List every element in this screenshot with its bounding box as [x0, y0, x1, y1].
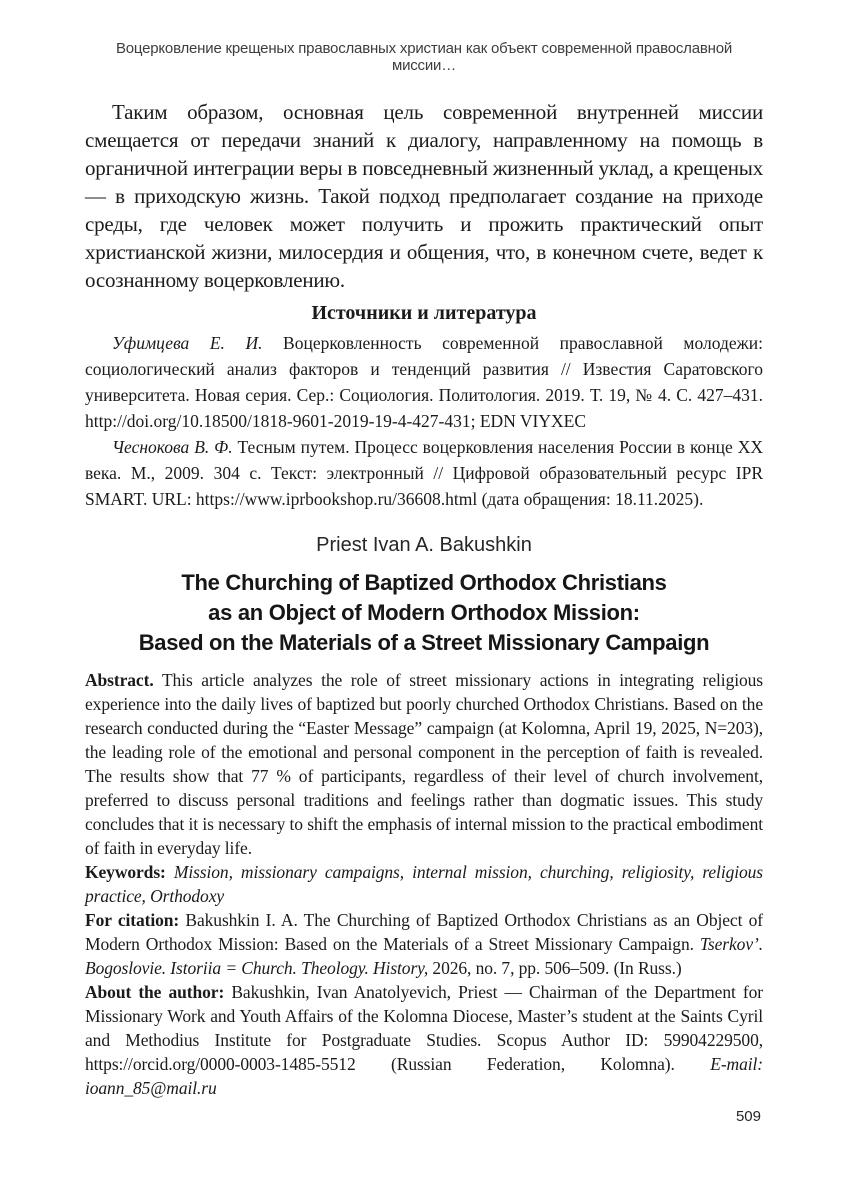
- article-title: [85, 568, 763, 658]
- sources-heading: Источники и литература: [311, 302, 537, 324]
- reference-author: Уфимцева Е. И.: [112, 333, 263, 353]
- russian-closing-paragraph: Таким образом, основная цель современной внутренней миссии смещается от передачи знаний к диалогу, направленному на помощь в органичной интеграции веры в повседневный жизненный уклад, а крещеных — в приходскую жизнь. Такой подход предполагает создание на приходе среды, где человек может получить и прожить практический опыт христианской жизни, милосердия и общения, что, в конечном счете, ведет к осознанному воцерковлению.: [85, 100, 763, 292]
- keywords-text: Mission, missionary campaigns, internal mission, churching, religiosity, religious practice, Orthodoxy: [85, 862, 763, 906]
- page-number: 509: [735, 1108, 761, 1125]
- citation-journal-title: Tserkov’. Bogoslovie. Istoriia = Church. Theology. History,: [85, 934, 763, 978]
- keywords-label: Keywords:: [85, 862, 166, 882]
- abstract-label: Abstract.: [85, 670, 154, 690]
- citation-text-tail: 2026, no. 7, pp. 506–509. (In Russ.): [428, 958, 682, 978]
- article-title-line: The Churching of Baptized Orthodox Christians: [181, 570, 667, 595]
- about-author-text: Bakushkin, Ivan Anatolyevich, Priest — Chairman of the Department for Missionary Work and Youth Affairs of the Kolomna Diocese, Master’s student at the Saints Cyril and Methodius Institute for Postgraduate Studies. Scopus Author ID: 59904229500, https://orcid.org/0000-0003-1485-5512 (Russian Federation, Kolomna).: [85, 982, 763, 1074]
- running-head: Воцерковление крещеных православных христиан как объект современной православной миссии…: [115, 40, 733, 74]
- article-title-line: Based on the Materials of a Street Missionary Campaign: [138, 630, 710, 655]
- citation-block: [85, 908, 763, 980]
- reference-author: Чеснокова В. Ф.: [112, 437, 233, 457]
- article-title-line: as an Object of Modern Orthodox Mission:: [208, 600, 640, 625]
- about-author-block: [85, 980, 763, 1100]
- reference-entry: [85, 330, 763, 434]
- keywords-block: [85, 860, 763, 908]
- reference-entry: [85, 434, 763, 512]
- abstract-text: This article analyzes the role of street missionary actions in integrating religious experience into the daily lives of baptized but poorly churched Orthodox Christians. Based on the research conducted during the “Easter Message” campaign (at Kolomna, April 19, 2025, N=203), the leading role of the emotional and personal component in the perception of faith is revealed. The results show that 77 % of participants, regardless of their level of church involvement, preferred to discuss personal traditions and feelings rather than dogmatic issues. This study concludes that it is necessary to shift the emphasis of internal mission to the practical embodiment of faith in everyday life.: [85, 670, 763, 858]
- reference-text: Тесным путем. Процесс воцерковления населения России в конце XX века. М., 2009. 304 с. Текст: электронный // Цифровой образовательный ресурс IPR SMART. URL: https://www.iprbookshop.ru/36608.html (дата обращения: 18.11.2025).: [85, 437, 763, 509]
- reference-text: Воцерковленность современной православной молодежи: социологический анализ факторов и тенденций развития // Известия Саратовского университета. Новая серия. Сер.: Социология. Политология. 2019. Т. 19, № 4. С. 427–431. http://doi.org/10.18500/1818-9601-2019-19-4-427-431; EDN VIYXEC: [85, 333, 763, 431]
- article-author-line: Priest Ivan A. Bakushkin: [316, 534, 532, 556]
- about-author-email: E-mail: ioann_85@mail.ru: [85, 1054, 763, 1098]
- about-author-label: About the author:: [85, 982, 225, 1002]
- abstract-block: [85, 668, 763, 860]
- citation-label: For citation:: [85, 910, 180, 930]
- citation-text: Bakushkin I. A. The Churching of Baptized Orthodox Christians as an Object of Modern Orthodox Mission: Based on the Materials of a Street Missionary Campaign.: [85, 910, 763, 954]
